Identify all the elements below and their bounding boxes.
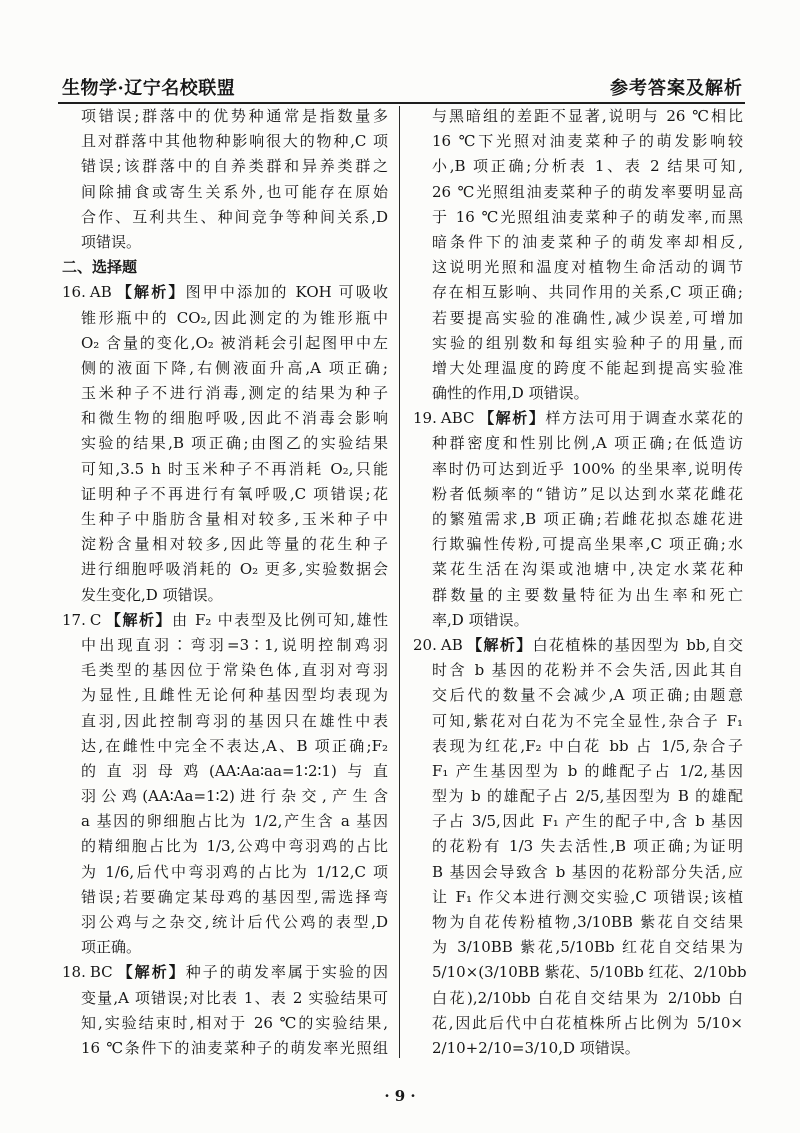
book-title: 生物学·辽宁名校联盟 xyxy=(62,78,236,99)
text-line: 这说明光照和温度对植物生命活动的调节 xyxy=(432,258,743,277)
analysis-tag: 【解析】 xyxy=(114,283,186,302)
answer-16-explanation xyxy=(62,280,388,607)
text-line: 为显性,且雌性无论何种基因型均表现为 xyxy=(81,686,388,705)
text-line: 项错误。 xyxy=(81,232,142,251)
text-line: 中出现直羽∶弯羽=3∶1,说明控制鸡羽 xyxy=(81,635,388,654)
section-heading xyxy=(62,255,388,280)
text-line: 表现为红花,F₂ 中白花 bb 占 1/5,杂合子 xyxy=(432,736,743,755)
text-line: B 基因会导致含 b 基因的花粉部分失活,应 xyxy=(432,862,743,881)
text-line: 实验的组别数和每组实验种子的用量,而 xyxy=(432,333,743,352)
page-number: · 9 · xyxy=(384,1087,416,1105)
analysis-tag: 【解析】 xyxy=(465,635,533,654)
text-line: 可知,3.5 h 时玉米种子不再消耗 O₂,只能 xyxy=(81,459,388,478)
text-line: 的直羽母鸡(AA∶Aa∶aa=1∶2∶1)与直 xyxy=(81,761,388,780)
text-line: 证明种子不再进行有氧呼吸,C 项错误;花 xyxy=(81,484,388,503)
text-line: 变量,A 项错误;对比表 1、表 2 实验结果可 xyxy=(81,988,388,1007)
text-line: 玉米种子不进行消毒,测定的结果为种子 xyxy=(81,384,388,403)
text-paragraph xyxy=(62,104,388,255)
answer-18-explanation xyxy=(62,960,388,1061)
text-line: F₁ 产生基因型为 b 的雌配子占 1/2,基因 xyxy=(432,761,743,780)
text-line: 26 ℃光照组油麦菜种子的萌发率要明显高 xyxy=(432,182,743,201)
text-line: 种群密度和性别比例,A 项正确;在低造访 xyxy=(432,434,743,453)
text-line: 实验的结果,B 项正确;由图乙的实验结果 xyxy=(81,434,388,453)
text-line: 发生变化,D 项错误。 xyxy=(81,585,223,604)
text-line: 知,实验结束时,相对于 26 ℃的实验结果, xyxy=(81,1013,388,1032)
text-line: 羽公鸡与之杂交,统计后代公鸡的表型,D xyxy=(81,913,388,931)
text-line: 若要提高实验的准确性,减少误差,可增加 xyxy=(432,308,743,327)
text-line: 的繁殖需求,B 项正确;若雌花拟态雄花进 xyxy=(432,510,743,528)
text-line: 生种子中脂肪含量相对较多,玉米种子中 xyxy=(81,510,388,528)
text-line: 率时仍可达到近乎 100% 的坐果率,说明传 xyxy=(432,459,743,478)
text-line: 物为自花传粉植物,3/10BB 紫花自交结果 xyxy=(432,913,743,931)
text-line: 毛类型的基因位于常染色体,直羽对弯羽 xyxy=(81,661,388,680)
text-line: 的花粉有 1/3 失去活性,B 项正确;为证明 xyxy=(432,837,743,856)
question-number: 20. xyxy=(413,635,437,654)
answer-key: C xyxy=(89,610,102,629)
text-line: 确性的作用,D 项错误。 xyxy=(432,384,589,403)
text-line: 可知,紫花对白花为不完全显性,杂合子 F₁ xyxy=(432,711,743,730)
text-line: 存在相互影响、共同作用的关系,C 项正确; xyxy=(432,283,743,302)
text-line: 锥形瓶中的 CO₂,因此测定的为锥形瓶中 xyxy=(81,308,388,327)
text-line: 型为 b 的雄配子占 2/5,基因型为 B 的雄配 xyxy=(432,787,743,806)
question-number: 16. xyxy=(62,283,86,302)
text-line: 群数量的主要数量特征为出生率和死亡 xyxy=(432,585,743,604)
text-line: 的精细胞占比为 1/3,公鸡中弯羽鸡的占比 xyxy=(81,837,388,856)
text-line: 图甲中添加的 KOH 可吸收 xyxy=(185,283,388,302)
text-line: O₂ 含量的变化,O₂ 被消耗会引起图甲中左 xyxy=(81,333,388,352)
text-line: 增大处理温度的跨度不能起到提高实验准 xyxy=(432,358,743,377)
text-line: 淀粉含量相对较多,因此等量的花生种子 xyxy=(81,535,388,554)
analysis-tag: 【解析】 xyxy=(115,963,186,982)
text-line: 白花),2/10bb 白花自交结果为 2/10bb 白 xyxy=(432,988,743,1007)
text-line: 且对群落中其他物种影响很大的物种,C 项 xyxy=(81,132,388,151)
text-line: 小,B 项正确;分析表 1、表 2 结果可知, xyxy=(432,157,743,176)
text-line: 为 1/6,后代中弯羽鸡的占比为 1/12,C 项 xyxy=(81,862,388,881)
text-line: 种子的萌发率属于实验的因 xyxy=(185,963,388,982)
text-line: 项错误;群落中的优势种通常是指数量多 xyxy=(81,107,388,125)
text-line: 时含 b 基因的花粉并不会失活,因此其自 xyxy=(432,661,743,680)
answer-key: ABC xyxy=(440,409,475,428)
text-line: 5/10×(3/10BB 紫花、5/10Bb 红花、2/10bb xyxy=(432,963,747,982)
right-column xyxy=(413,104,747,1061)
heading-text: 二、选择题 xyxy=(62,258,138,277)
text-line: 白花植株的基因型为 bb,自交 xyxy=(532,635,743,654)
answer-first-line xyxy=(62,960,388,985)
text-line: 让 F₁ 作父本进行测交实验,C 项错误;该植 xyxy=(432,887,743,906)
text-line: 粉者低频率的“错访”足以达到水菜花雌花 xyxy=(432,484,743,503)
text-line: 达,在雌性中完全不表达,A、B 项正确;F₂ xyxy=(81,736,388,755)
text-paragraph xyxy=(413,104,743,406)
text-line: 羽公鸡(AA∶Aa=1∶2)进行杂交,产生含 xyxy=(81,787,388,806)
text-line: 和微生物的细胞呼吸,因此不消毒会影响 xyxy=(81,409,388,428)
text-line: 由 F₂ 中表型及比例可知,雄性 xyxy=(172,610,388,629)
text-line: 花,因此后代中白花植株所占比例为 5/10× xyxy=(432,1013,743,1032)
question-number: 17. xyxy=(62,610,86,629)
text-line: 2/10+2/10=3/10,D 项错误。 xyxy=(432,1038,640,1057)
text-line: 子占 3/5,因此 F₁ 产生的配子中,含 b 基因 xyxy=(432,812,743,831)
text-line: 样方法可用于调查水菜花的 xyxy=(545,409,743,428)
analysis-tag: 【解析】 xyxy=(104,610,173,629)
text-line: 行欺骗性传粉,可提高坐果率,C 项正确;水 xyxy=(432,535,743,554)
text-line: 交后代的数量不会减少,A 项正确;由题意 xyxy=(432,686,743,705)
answer-19-explanation xyxy=(413,406,743,633)
answer-first-line xyxy=(62,280,388,305)
column-divider xyxy=(399,106,400,1058)
text-line: 错误;该群落中的自养类群和异养类群之 xyxy=(81,157,388,176)
text-line: 进行细胞呼吸消耗的 O₂ 更多,实验数据会 xyxy=(81,560,388,579)
text-line: 率,D 项错误。 xyxy=(432,610,529,629)
answer-key: BC xyxy=(89,963,113,982)
section-title: 参考答案及解析 xyxy=(610,78,743,99)
answer-first-line xyxy=(413,633,743,658)
left-column xyxy=(62,104,388,1061)
answer-first-line xyxy=(413,406,743,431)
text-line: 于 16 ℃光照组油麦菜种子的萌发率,而黑 xyxy=(432,207,743,226)
text-line: 暗条件下的油麦菜种子的萌发率却相反, xyxy=(432,232,743,251)
text-line: 间除捕食或寄生关系外,也可能存在原始 xyxy=(81,182,388,201)
text-line: 直羽,因此控制弯羽的基因只在雄性中表 xyxy=(81,711,388,730)
text-line: 错误;若要确定某母鸡的基因型,需选择弯 xyxy=(81,887,388,906)
text-line: 16 ℃下光照对油麦菜种子的萌发影响较 xyxy=(432,132,743,151)
text-line: 为 3/10BB 紫花,5/10Bb 红花自交结果为 xyxy=(432,938,743,957)
text-line: 合作、互利共生、种间竞争等种间关系,D xyxy=(81,207,388,226)
answer-17-explanation xyxy=(62,608,388,961)
text-line: 菜花生活在沟渠或池塘中,决定水菜花种 xyxy=(432,560,743,579)
answer-key: AB xyxy=(440,635,463,654)
text-line: 项正确。 xyxy=(81,938,142,957)
answer-key: AB xyxy=(89,283,112,302)
analysis-tag: 【解析】 xyxy=(477,409,546,428)
text-line: a 基因的卵细胞占比为 1/2,产生含 a 基因 xyxy=(81,812,388,831)
answer-20-explanation xyxy=(413,633,747,1061)
question-number: 18. xyxy=(62,963,86,982)
text-line: 侧的液面下降,右侧液面升高,A 项正确; xyxy=(81,358,388,377)
text-line: 与黑暗组的差距不显著,说明与 26 ℃相比 xyxy=(432,107,743,125)
question-number: 19. xyxy=(413,409,437,428)
answer-first-line xyxy=(62,608,388,633)
text-line: 16 ℃条件下的油麦菜种子的萌发率光照组 xyxy=(81,1038,388,1057)
